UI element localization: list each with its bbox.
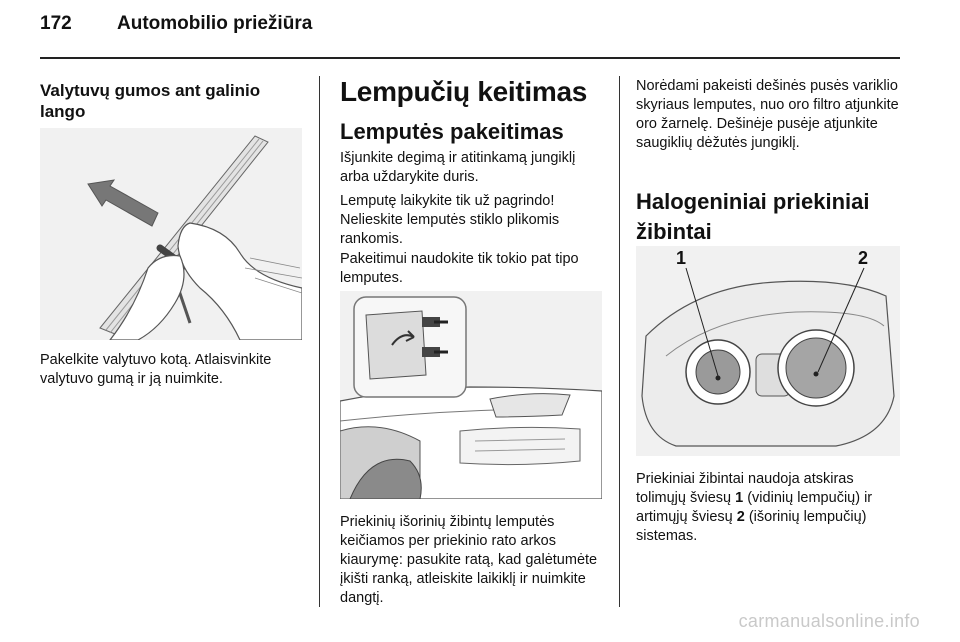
halogen-ref-1: 1 xyxy=(735,490,744,506)
bulb-p3: Pakeitimui naudokite tik tokio pat tipo lemputes. xyxy=(340,251,579,286)
wiper-illustration xyxy=(40,128,302,340)
lamp-label-1: 1 xyxy=(676,248,687,268)
car-front-illustration xyxy=(340,291,602,499)
bulb-change-subtitle: Lemputės pakeitimas xyxy=(340,119,564,144)
halogen-ref-2: 2 xyxy=(736,509,745,525)
halogen-text-a: Priekiniai žibintai naudoja atskiras tolimųjų šviesų xyxy=(636,471,854,506)
lamp-label-2: 2 xyxy=(858,248,869,268)
watermark: carmanualsonline.info xyxy=(738,611,920,631)
engine-bay-paragraph: Norėdami pakeisti dešinės pusės variklio skyriaus lemputes, nuo oro filtro atjunkite oro žarnelę. Dešinėje pusėje atjunkite saugiklių dėžutės jungiklį. xyxy=(636,78,899,151)
halogen-paragraph xyxy=(636,470,902,546)
bulb-p1: Išjunkite degimą ir atitinkamą jungiklį arba uždarykite duris. xyxy=(340,150,576,185)
wiper-heading: Valytuvų gumos ant galinio lango xyxy=(40,81,261,121)
headlight-illustration xyxy=(636,246,900,456)
column-divider-2 xyxy=(619,76,620,607)
bulb-p2: Lemputę laikykite tik už pagrindo! Nelieskite lemputės stiklo plikomis rankomis. xyxy=(340,193,560,247)
wiper-paragraph: Pakelkite valytuvo kotą. Atlaisvinkite valytuvo gumą ir ją nuimkite. xyxy=(40,352,272,387)
chapter-title: Automobilio priežiūra xyxy=(117,13,313,34)
halogen-heading: Halogeniniai priekiniai žibintai xyxy=(636,189,870,244)
halogen-text-e: (išorinių lempučių) sistemas. xyxy=(636,509,867,544)
lamps-title: Lempučių keitimas xyxy=(340,76,587,107)
header-rule xyxy=(40,57,900,59)
halogen-text-c: (vidinių lempučių) ir artimųjų šviesų xyxy=(636,490,873,525)
page-number: 172 xyxy=(40,13,72,34)
bulb-p4: Priekinių išorinių žibintų lemputės keičiamos per priekinio rato arkos kiaurymę: pasukite ratą, kad galėtumėte įkišti ranką, atleiskite laikiklį ir nuimkite dangtį. xyxy=(340,514,598,606)
column-divider-1 xyxy=(319,76,320,607)
